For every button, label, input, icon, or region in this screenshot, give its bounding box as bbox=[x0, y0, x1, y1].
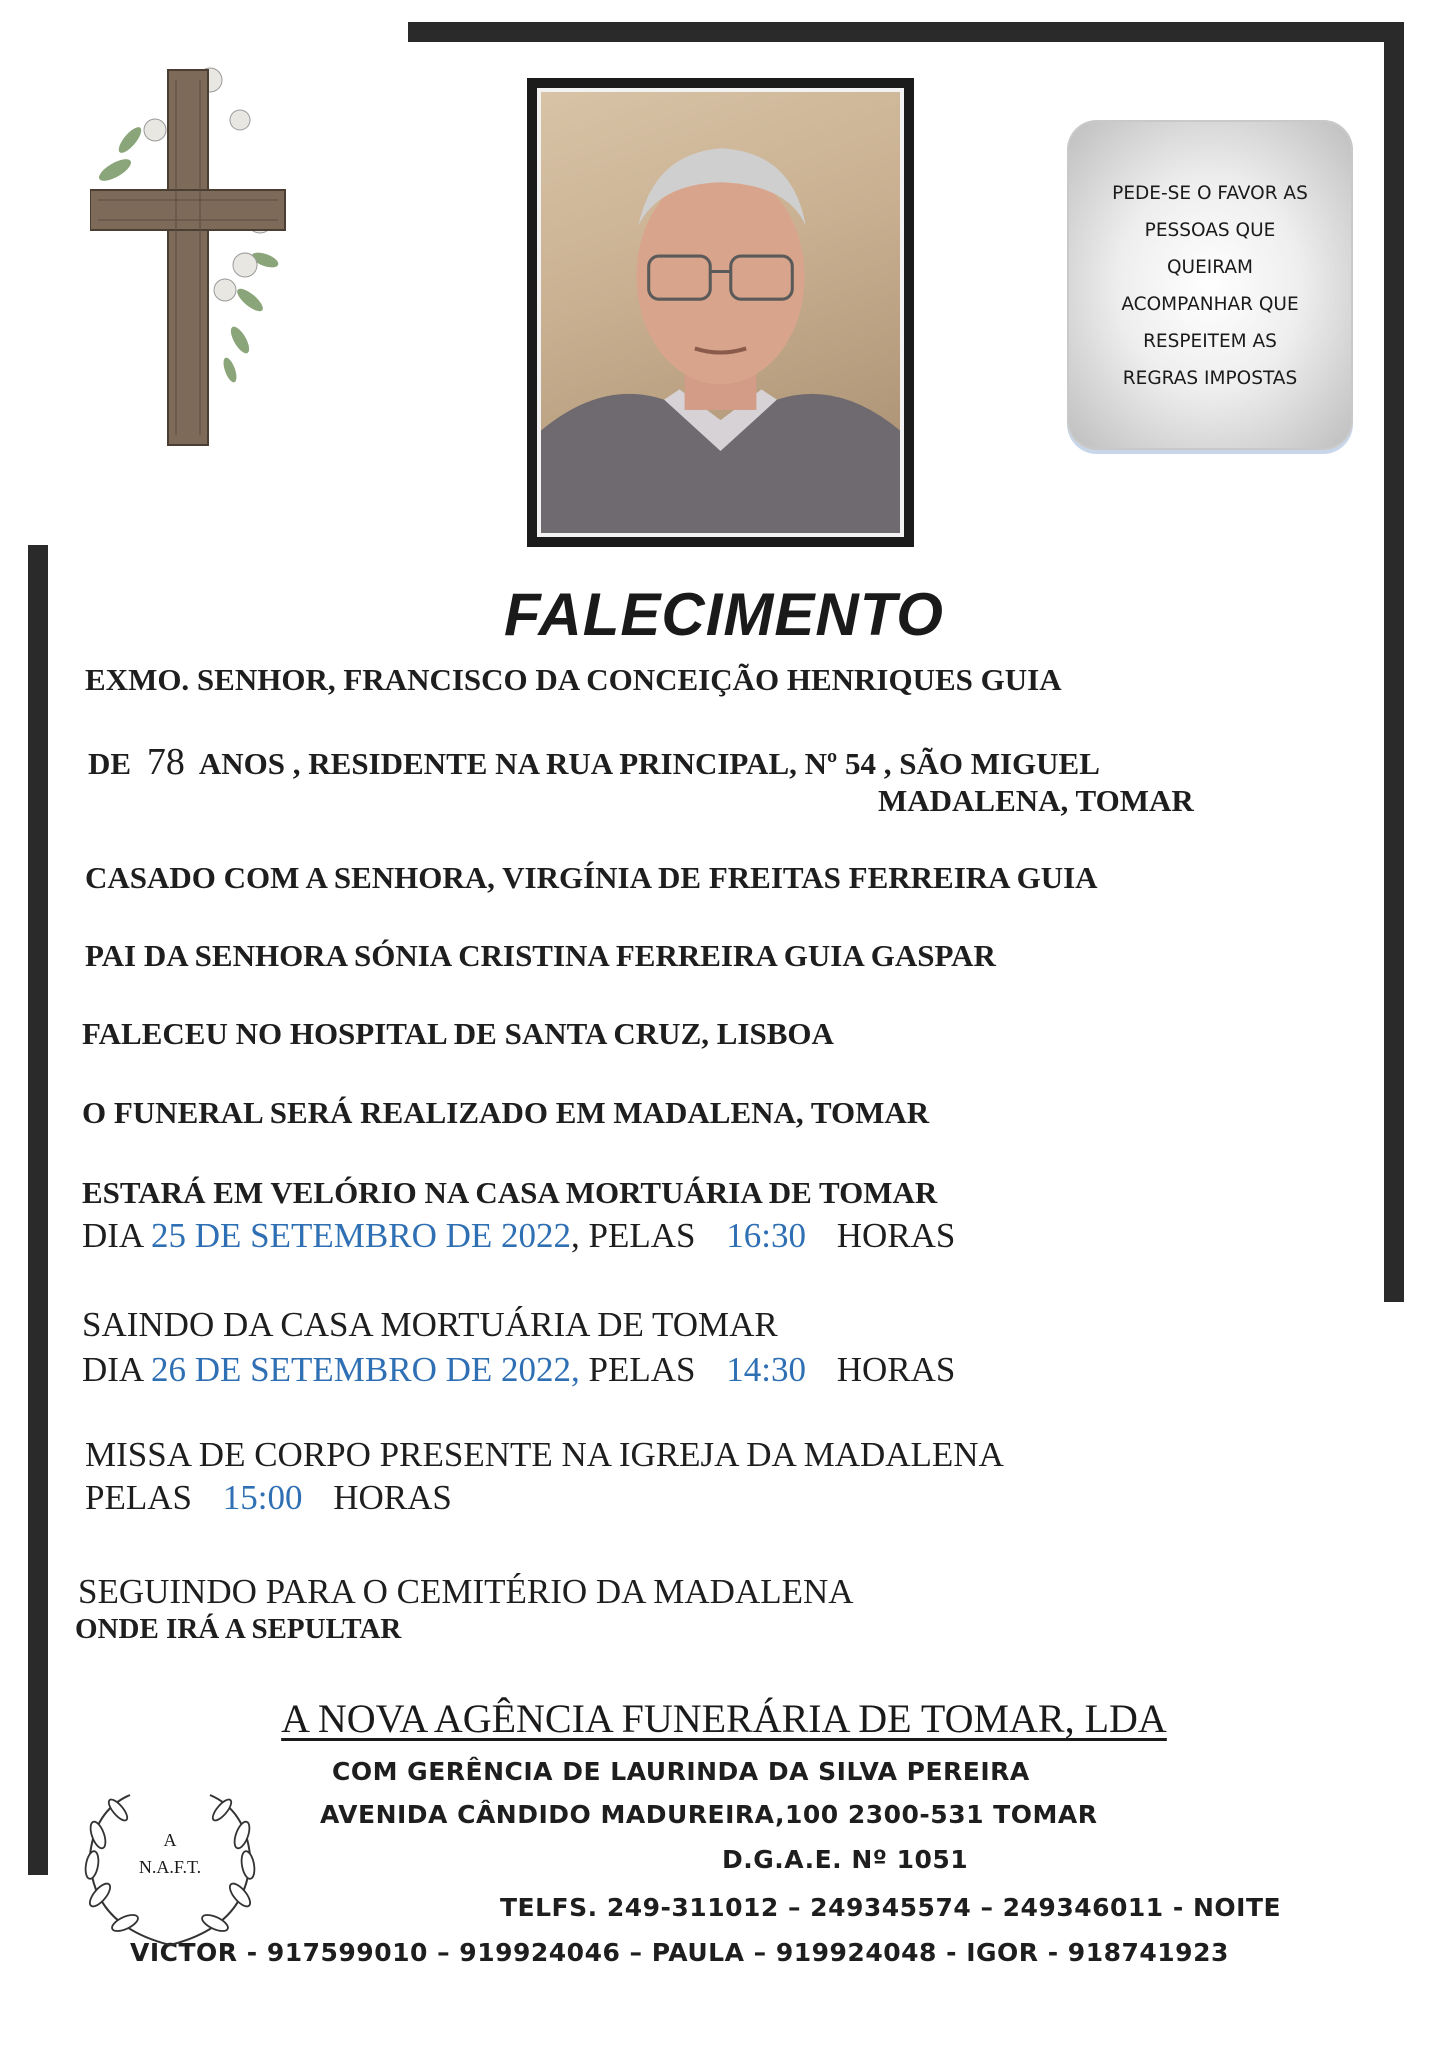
departure-line: SAINDO DA CASA MORTUÁRIA DE TOMAR bbox=[82, 1305, 778, 1344]
departure-time: 14:30 bbox=[726, 1350, 806, 1389]
notice-line: PEDE-SE O FAVOR AS bbox=[1112, 183, 1308, 204]
locality-line: MADALENA, TOMAR bbox=[878, 783, 1194, 818]
departure-date-line bbox=[82, 1350, 955, 1390]
frame-right-bar bbox=[1384, 22, 1404, 1302]
wake-date: 25 DE SETEMBRO DE 2022 bbox=[151, 1216, 572, 1255]
logo-text-naft: N.A.F.T. bbox=[138, 1857, 202, 1877]
agency-name-text: A NOVA AGÊNCIA FUNERÁRIA DE TOMAR, LDA bbox=[281, 1696, 1167, 1741]
agency-night-phones: VICTOR - 917599010 – 919924046 – PAULA – 919924048 - IGOR - 918741923 bbox=[130, 1938, 1229, 1967]
notice-line: RESPEITEM AS bbox=[1143, 331, 1277, 352]
pelas-label: PELAS bbox=[588, 1350, 696, 1389]
notice-line: QUEIRAM bbox=[1167, 257, 1253, 278]
agency-phones: TELFS. 249-311012 – 249345574 – 249346011 - NOITE bbox=[500, 1893, 1282, 1922]
portrait-figure bbox=[541, 92, 900, 533]
deceased-age-line bbox=[88, 740, 1100, 784]
funeral-place-line: O FUNERAL SERÁ REALIZADO EM MADALENA, TOMAR bbox=[82, 1095, 930, 1130]
page-title: FALECIMENTO bbox=[504, 581, 944, 648]
age-prefix: DE bbox=[88, 746, 132, 781]
day-label: DIA bbox=[82, 1216, 143, 1255]
burial-line-2: ONDE IRÁ A SEPULTAR bbox=[75, 1613, 402, 1645]
agency-address: AVENIDA CÂNDIDO MADUREIRA,100 2300-531 TOMAR bbox=[320, 1800, 1098, 1829]
frame-top-bar bbox=[408, 22, 1402, 42]
pelas-label: , PELAS bbox=[571, 1216, 696, 1255]
mass-line: MISSA DE CORPO PRESENTE NA IGREJA DA MADALENA bbox=[85, 1435, 1004, 1474]
child-line: PAI DA SENHORA SÓNIA CRISTINA FERREIRA GUIA GASPAR bbox=[85, 938, 996, 973]
mass-time-line bbox=[85, 1478, 452, 1518]
frame-left-bar bbox=[28, 545, 48, 1875]
portrait-frame bbox=[527, 78, 914, 547]
death-place-line: FALECEU NO HOSPITAL DE SANTA CRUZ, LISBOA bbox=[82, 1016, 834, 1051]
departure-date: 26 DE SETEMBRO DE 2022, bbox=[151, 1350, 580, 1389]
agency-management: COM GERÊNCIA DE LAURINDA DA SILVA PEREIRA bbox=[332, 1757, 1030, 1786]
cross-icon bbox=[90, 40, 290, 450]
spouse-line: CASADO COM A SENHORA, VIRGÍNIA DE FREITAS FERREIRA GUIA bbox=[85, 860, 1098, 895]
wake-time: 16:30 bbox=[726, 1216, 806, 1255]
portrait-photo bbox=[541, 92, 900, 533]
notice-line: ACOMPANHAR QUE bbox=[1121, 294, 1299, 315]
burial-line: SEGUINDO PARA O CEMITÉRIO DA MADALENA bbox=[78, 1572, 854, 1611]
age-value: 78 bbox=[146, 741, 185, 783]
notice-box bbox=[1067, 120, 1353, 450]
residence: ANOS , RESIDENTE NA RUA PRINCIPAL, Nº 54 , SÃO MIGUEL bbox=[198, 746, 1100, 781]
horas-label: HORAS bbox=[836, 1216, 956, 1255]
notice-line: REGRAS IMPOSTAS bbox=[1122, 368, 1298, 389]
horas-label: HORAS bbox=[333, 1478, 452, 1517]
wake-line: ESTARÁ EM VELÓRIO NA CASA MORTUÁRIA DE TOMAR bbox=[82, 1175, 938, 1210]
day-label: DIA bbox=[82, 1350, 143, 1389]
wake-date-line bbox=[82, 1216, 955, 1256]
agency-name bbox=[0, 1695, 1448, 1742]
notice-text bbox=[1087, 175, 1333, 397]
deceased-name-line: EXMO. SENHOR, FRANCISCO DA CONCEIÇÃO HENRIQUES GUIA bbox=[85, 662, 1062, 697]
pelas-label: PELAS bbox=[85, 1478, 192, 1517]
mass-time: 15:00 bbox=[222, 1478, 303, 1517]
agency-dgae: D.G.A.E. Nº 1051 bbox=[722, 1845, 969, 1874]
notice-line: PESSOAS QUE bbox=[1144, 220, 1276, 241]
logo-text-a: A bbox=[163, 1830, 177, 1850]
agency-logo bbox=[70, 1785, 270, 1955]
horas-label: HORAS bbox=[836, 1350, 956, 1389]
